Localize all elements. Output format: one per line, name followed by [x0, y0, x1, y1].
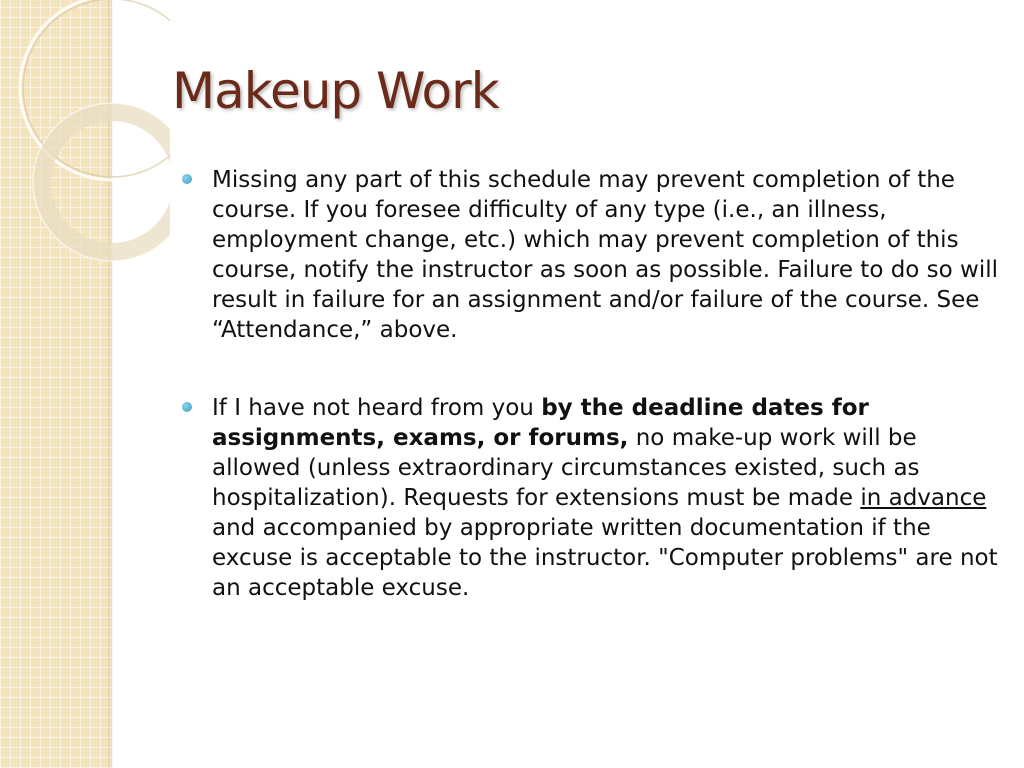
- bullet-dot-icon: [182, 402, 192, 412]
- bullet-text: Missing any part of this schedule may prevent completion of the course. If you foresee difficulty of any type (i.e., an illness, employment change, etc.) which may prevent completion of this course, notify the instructor as soon as possible. Failure to do so will result in failure for an assignment and/or failure of the course. See “Attendance,” above.: [212, 167, 999, 343]
- bullet-item-2: [180, 393, 1000, 603]
- decorative-rings: [0, 0, 170, 280]
- bullet-list: [180, 165, 1000, 651]
- slide-title: Makeup Work: [172, 62, 499, 120]
- bullet-item-1: [180, 165, 1000, 345]
- decorative-ring-small: [42, 112, 170, 252]
- bullet-text-underlined: in advance: [860, 485, 987, 511]
- bullet-text-part-3: and accompanied by appropriate written documentation if the excuse is acceptable to the instructor. "Computer problems" are not an acceptable excuse.: [212, 515, 998, 601]
- bullet-dot-icon: [182, 174, 192, 184]
- bullet-text-part-2: no make-up work will be allowed (unless extraordinary circumstances existed, such as hospitalization). Requests for extensions must be made: [212, 425, 920, 511]
- bullet-text-part-1: If I have not heard from you: [212, 395, 542, 421]
- bullet-text-bold: by the deadline dates for assignments, exams, or forums,: [212, 395, 869, 451]
